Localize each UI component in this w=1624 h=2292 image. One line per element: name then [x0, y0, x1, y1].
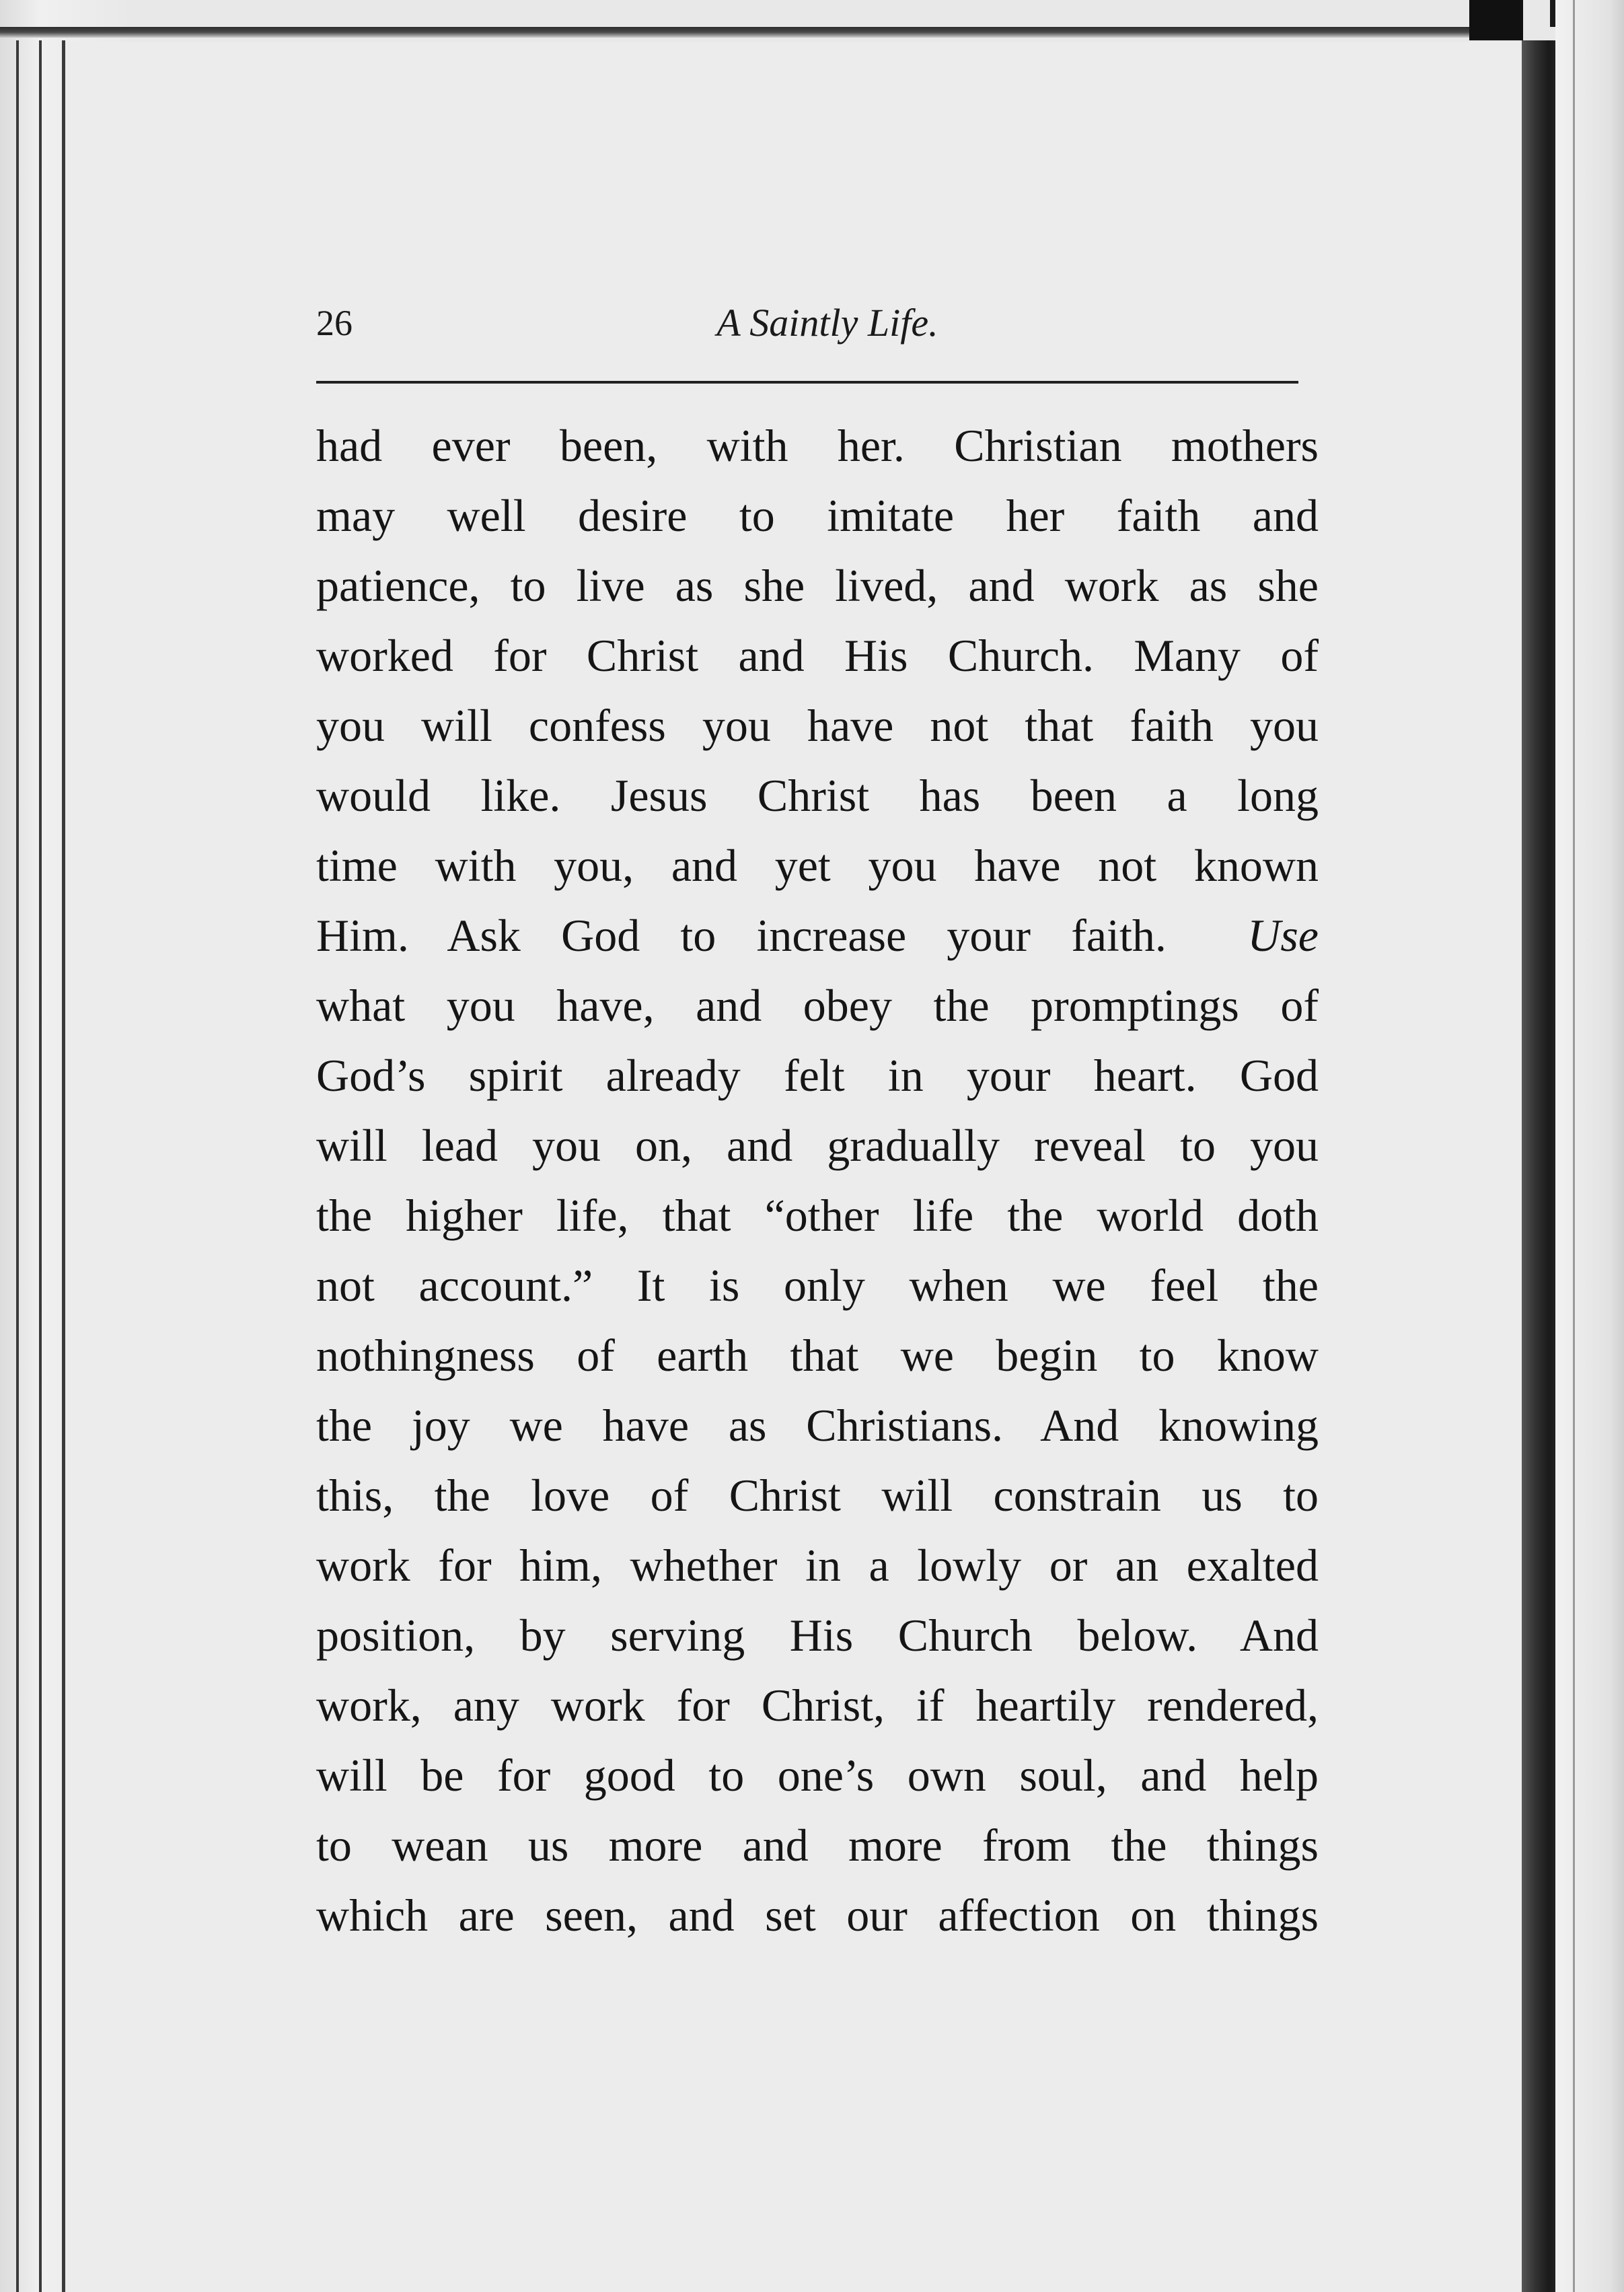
italic-word: Use — [1247, 910, 1319, 961]
page-number: 26 — [316, 303, 353, 343]
running-head — [316, 296, 1298, 350]
text-line: not account.” It is only when we feel the — [316, 1260, 1319, 1311]
book-top-edge — [0, 27, 1507, 38]
text-line: nothingness of earth that we begin to know — [316, 1330, 1319, 1381]
text-line: would like. Jesus Christ has been a long — [316, 770, 1319, 821]
text-line-segment: Him. Ask God to increase your faith. — [316, 910, 1167, 961]
text-line: the higher life, that “other life the world doth — [316, 1190, 1319, 1241]
page-edge-outer — [16, 40, 19, 2292]
text-line: may well desire to imitate her faith and — [316, 490, 1319, 541]
book-gutter-shadow — [1522, 40, 1555, 2292]
page-edge-inner — [62, 40, 65, 2292]
text-line: you will confess you have not that faith you — [316, 700, 1319, 751]
text-line: which are seen, and set our affection on things — [316, 1890, 1319, 1941]
text-line: patience, to live as she lived, and work as she — [316, 560, 1319, 611]
text-line: had ever been, with her. Christian mothers — [316, 420, 1319, 471]
page-edge-middle — [39, 40, 42, 2292]
text-line: what you have, and obey the promptings of — [316, 980, 1319, 1031]
text-line: God’s spirit already felt in your heart. God — [316, 1050, 1319, 1101]
running-title: A Saintly Life. — [716, 301, 938, 345]
facing-page-edge — [1573, 0, 1575, 2292]
text-line: position, by serving His Church below. And — [316, 1610, 1319, 1661]
text-line: work for him, whether in a lowly or an exalted — [316, 1540, 1319, 1591]
text-line: will lead you on, and gradually reveal to you — [316, 1120, 1319, 1171]
scan-corner-mark — [1469, 0, 1523, 40]
text-line: time with you, and yet you have not known — [316, 840, 1319, 891]
text-line — [316, 900, 1319, 970]
text-line: the joy we have as Christians. And knowing — [316, 1400, 1319, 1451]
text-line: worked for Christ and His Church. Many of — [316, 630, 1319, 681]
text-line: work, any work for Christ, if heartily rendered, — [316, 1680, 1319, 1731]
text-line: to wean us more and more from the things — [316, 1820, 1319, 1871]
body-text — [316, 410, 1319, 2012]
facing-page-strip — [1555, 0, 1624, 2292]
text-line: this, the love of Christ will constrain us to — [316, 1470, 1319, 1521]
text-line: will be for good to one’s own soul, and help — [316, 1750, 1319, 1801]
header-rule — [316, 381, 1298, 384]
